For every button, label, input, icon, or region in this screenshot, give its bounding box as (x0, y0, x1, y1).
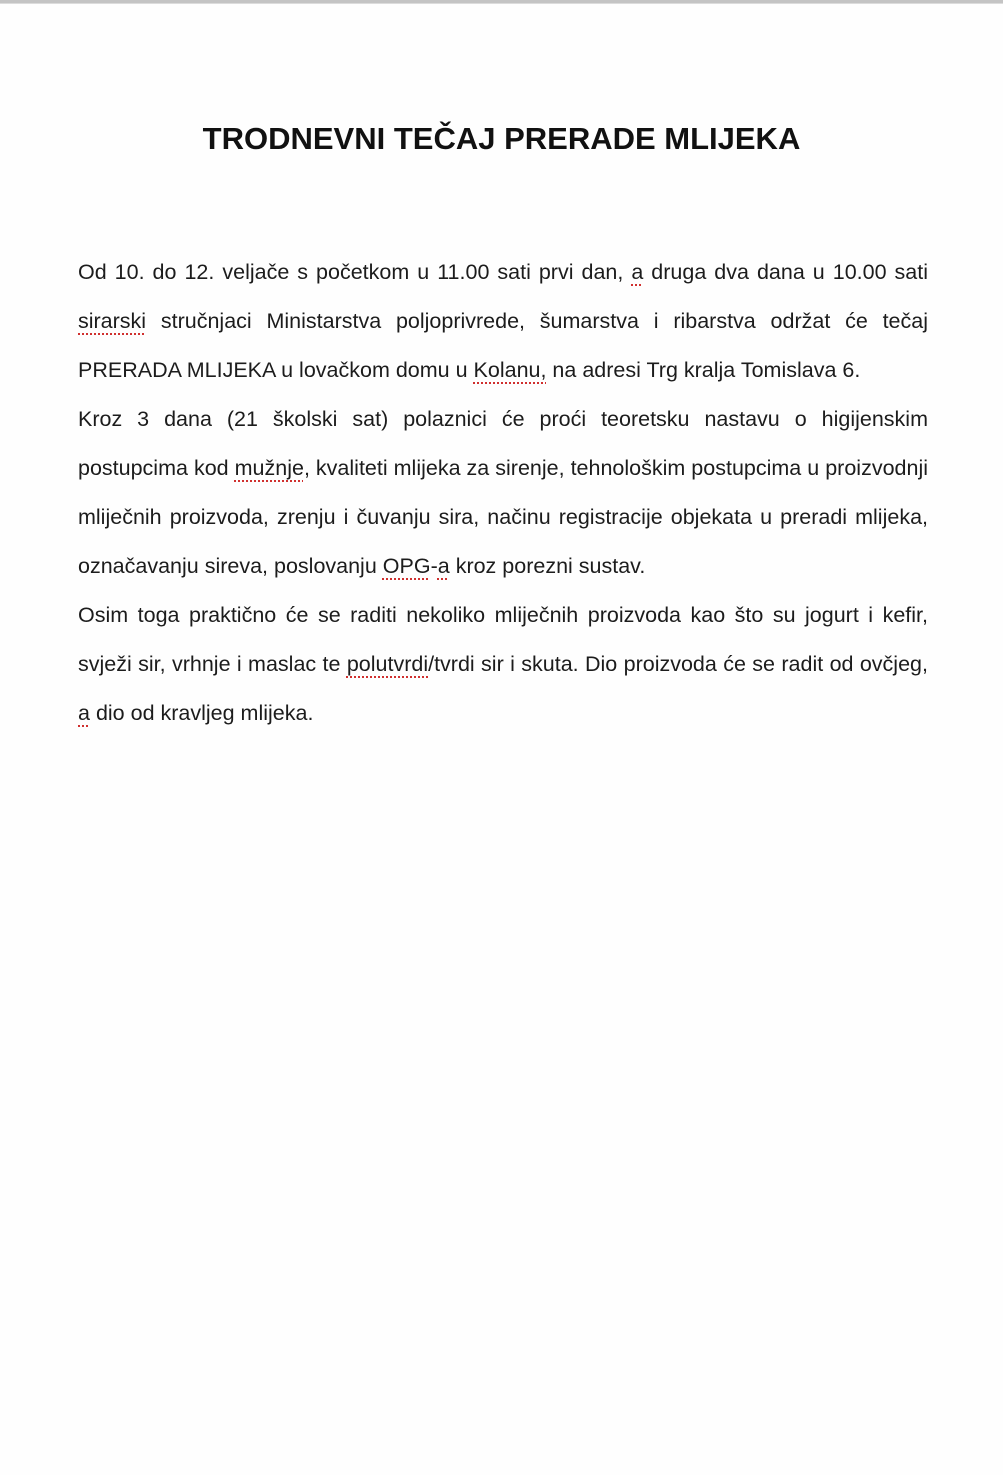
spellcheck-flagged-word[interactable]: a (78, 701, 90, 725)
document-title: TRODNEVNI TEČAJ PRERADE MLIJEKA (202, 121, 801, 156)
text-run: kroz porezni sustav. (449, 554, 646, 578)
spellcheck-flagged-word[interactable]: a (437, 554, 450, 578)
text-run: dio od kravljeg mlijeka. (89, 701, 314, 725)
spellcheck-flagged-word[interactable]: OPG (382, 554, 431, 578)
document-page[interactable] (0, 4, 1003, 1475)
text-run: stručnjaci Ministarstva poljoprivrede, šumarstva i ribarstva održat će tečaj PRERADA MLIJEKA u lovačkom domu u (78, 309, 928, 382)
text-run: /tvrdi sir i skuta. Dio proizvoda će se radit od ovčjeg, (428, 652, 928, 676)
spellcheck-flagged-word[interactable]: mužnje (234, 456, 304, 480)
spellcheck-flagged-word[interactable]: sirarski (78, 309, 147, 333)
paragraph-schedule (78, 248, 928, 395)
text-run: - (430, 554, 438, 578)
text-run: druga dva dana u 10.00 sati (643, 260, 928, 284)
text-run: Kroz 3 dana (21 školski sat) polaznici će proći teoretsku nastavu o higijenskim postupcima kod (78, 407, 928, 480)
spellcheck-flagged-word[interactable]: a (631, 260, 644, 284)
paragraph-theory (78, 395, 928, 591)
spellcheck-flagged-word[interactable]: Kolanu, (473, 358, 547, 382)
text-run: na adresi Trg kralja Tomislava 6. (546, 358, 861, 382)
paragraph-practice (78, 591, 928, 738)
text-run: Od 10. do 12. veljače s početkom u 11.00 sati prvi dan, (78, 260, 632, 284)
document-body[interactable] (78, 248, 928, 738)
text-run: Osim toga praktično će se raditi nekoliko mliječnih proizvoda kao što su jogurt i kefir, svježi sir, vrhnje i maslac te (78, 603, 928, 676)
spellcheck-flagged-word[interactable]: polutvrdi (346, 652, 429, 676)
text-run: , kvaliteti mlijeka za sirenje, tehnološkim postupcima u proizvodnji mliječnih proizvoda, zrenju i čuvanju sira, načinu registracije objekata u preradi mlijeka, označavanju sireva, poslovanju (78, 456, 929, 578)
